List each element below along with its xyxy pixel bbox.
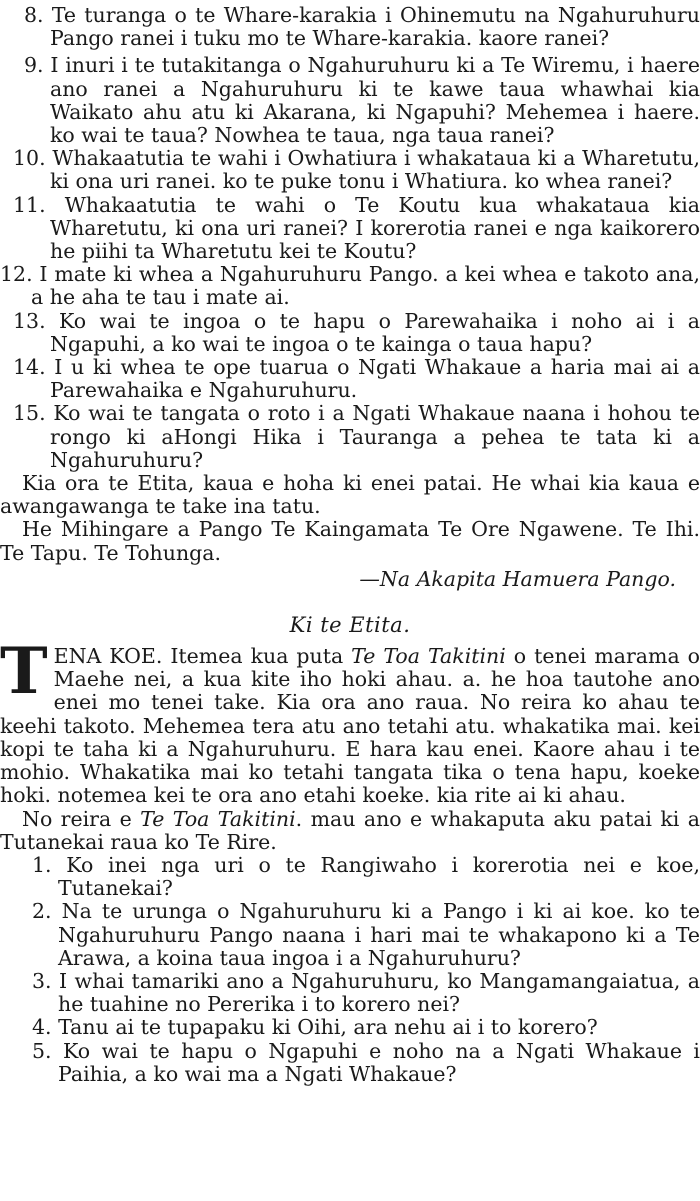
- letter-question-4: [0, 1016, 700, 1039]
- question-text: I whai tamariki ano a Ngahuruhuru, ko Mangamangaiatua, a he tuahine no Pererika i to korero nei?: [58, 968, 700, 1017]
- question-12: [0, 263, 700, 309]
- question-text: Ko wai te hapu o Ngapuhi e noho na a Ngati Whakaue i Paihia, a ko wai ma a Ngati Whakaue?: [58, 1038, 700, 1086]
- paragraph-text: ENA KOE. Itemea kua puta: [53, 644, 352, 669]
- newspaper-name: Te Toa Takitini: [351, 644, 506, 669]
- question-15: [0, 402, 700, 472]
- question-text: Whakaatutia te wahi i Owhatiura i whakataua ki a Wharetutu, ki ona uri ranei. ko te puke tonu i Whatiura. ko whea ranei?: [50, 146, 700, 194]
- question-number: 1.: [32, 852, 52, 877]
- question-number: 9.: [24, 53, 44, 78]
- paragraph-text: o tenei marama o Maehe nei, a kua kite iho hoki ahau. a. he hoa tautohe ano enei mo tenei take. Kia ora ano raua. No reira ko ahau te keehi takoto. Mehemea tera atu ano tetahi atu. whakatika mai. kei kopi te taha ki a Ngahuruhuru. E hara kau enei. Kaore ahau i te mohio. Whakatika mai ko tetahi tangata tika o tena hapu, koeke hoki. notemea kei te ora ano etahi koeke. kia rite ai ki ahau.: [0, 644, 700, 808]
- letter-question-5: [0, 1040, 700, 1086]
- question-text: Na te urunga o Ngahuruhuru ki a Pango i ki ai koe. ko te Ngahuruhuru Pango naana i hari mai te whakapono ki a Te Arawa, a koina taua ingoa i a Ngahuruhuru?: [58, 899, 700, 970]
- question-number: 15.: [13, 401, 46, 426]
- question-9: [0, 54, 700, 147]
- question-number: 11.: [13, 192, 46, 217]
- question-number: 2.: [32, 899, 52, 924]
- question-number: 4.: [32, 1015, 52, 1040]
- question-text: Te turanga o te Whare-karakia i Ohinemutu na Ngahuruhuru Pango ranei i tuku mo te Whare-karakia. kaore ranei?: [50, 3, 700, 51]
- question-text: Ko wai te tangata o roto i a Ngati Whakaue naana i hohou te rongo ki aHongi Hika i Tauranga a pehea te tata ki a Ngahuruhuru?: [50, 401, 700, 472]
- letter-paragraph-2: [0, 808, 700, 854]
- question-text: Ko inei nga uri o te Rangiwaho i korerotia nei e koe, Tutanekai?: [58, 852, 700, 901]
- closing-paragraph-2: He Mihingare a Pango Te Kaingamata Te Ore Ngawene. Te Ihi. Te Tapu. Te Tohunga.: [0, 517, 700, 565]
- letter-heading: Ki te Etita.: [289, 613, 411, 638]
- drop-cap: T: [0, 634, 48, 710]
- letter-question-2: [0, 900, 700, 970]
- document-page: [0, 4, 700, 1201]
- question-10: [0, 147, 700, 193]
- question-text: Ko wai te ingoa o te hapu o Parewahaika i noho ai i a Ngapuhi, a ko wai te ingoa o te kainga o taua hapu?: [50, 308, 700, 356]
- question-number: 10.: [13, 146, 46, 171]
- question-number: 12.: [0, 262, 33, 287]
- letter-question-1: [0, 854, 700, 900]
- question-text: I u ki whea te ope tuarua o Ngati Whakaue a haria mai ai a Parewahaika e Ngahuruhuru.: [50, 355, 700, 403]
- question-number: 3.: [32, 968, 52, 993]
- signature: —Na Akapita Hamuera Pango.: [359, 566, 676, 591]
- question-number: 14.: [13, 355, 46, 380]
- question-number: 13.: [13, 308, 46, 333]
- question-14: [0, 356, 700, 402]
- question-text: Tanu ai te tupapaku ki Oihi, ara nehu ai i to korero?: [58, 1015, 598, 1040]
- question-text: Whakaatutia te wahi o Te Koutu kua whakataua kia Wharetutu, ki ona uri ranei? I korerotia ranei e nga kaikorero he piihi ta Wharetutu kei te Koutu?: [50, 192, 700, 264]
- newspaper-name: Te Toa Takitini: [140, 806, 296, 831]
- question-text: I inuri i te tutakitanga o Ngahuruhuru ki a Te Wiremu, i haere ano ranei a Ngahuruhuru ki te kawe taua whawhai kia Waikato ahu atu ki Akarana, ki Ngapuhi? Mehemea i haere. ko wai te taua? Nowhea te taua, nga taua ranei?: [50, 53, 700, 148]
- question-number: 8.: [24, 3, 44, 27]
- closing-paragraph-1: Kia ora te Etita, kaua e hoha ki enei patai. He whai kia kaua e awangawanga te take ina tatu.: [0, 471, 700, 519]
- paragraph-text: No reira e: [22, 806, 141, 831]
- question-text: I mate ki whea a Ngahuruhuru Pango. a kei whea e takoto ana, a he aha te tau i mate ai.: [31, 262, 700, 310]
- paragraph-text: . mau ano e whakaputa aku patai ki a Tutanekai raua ko Te Rire.: [0, 806, 700, 854]
- question-number: 5.: [32, 1038, 52, 1063]
- letter-question-3: [0, 970, 700, 1016]
- question-8: [0, 4, 700, 50]
- question-11: [0, 194, 700, 264]
- question-13: [0, 310, 700, 356]
- letter-paragraph-1: [0, 634, 700, 808]
